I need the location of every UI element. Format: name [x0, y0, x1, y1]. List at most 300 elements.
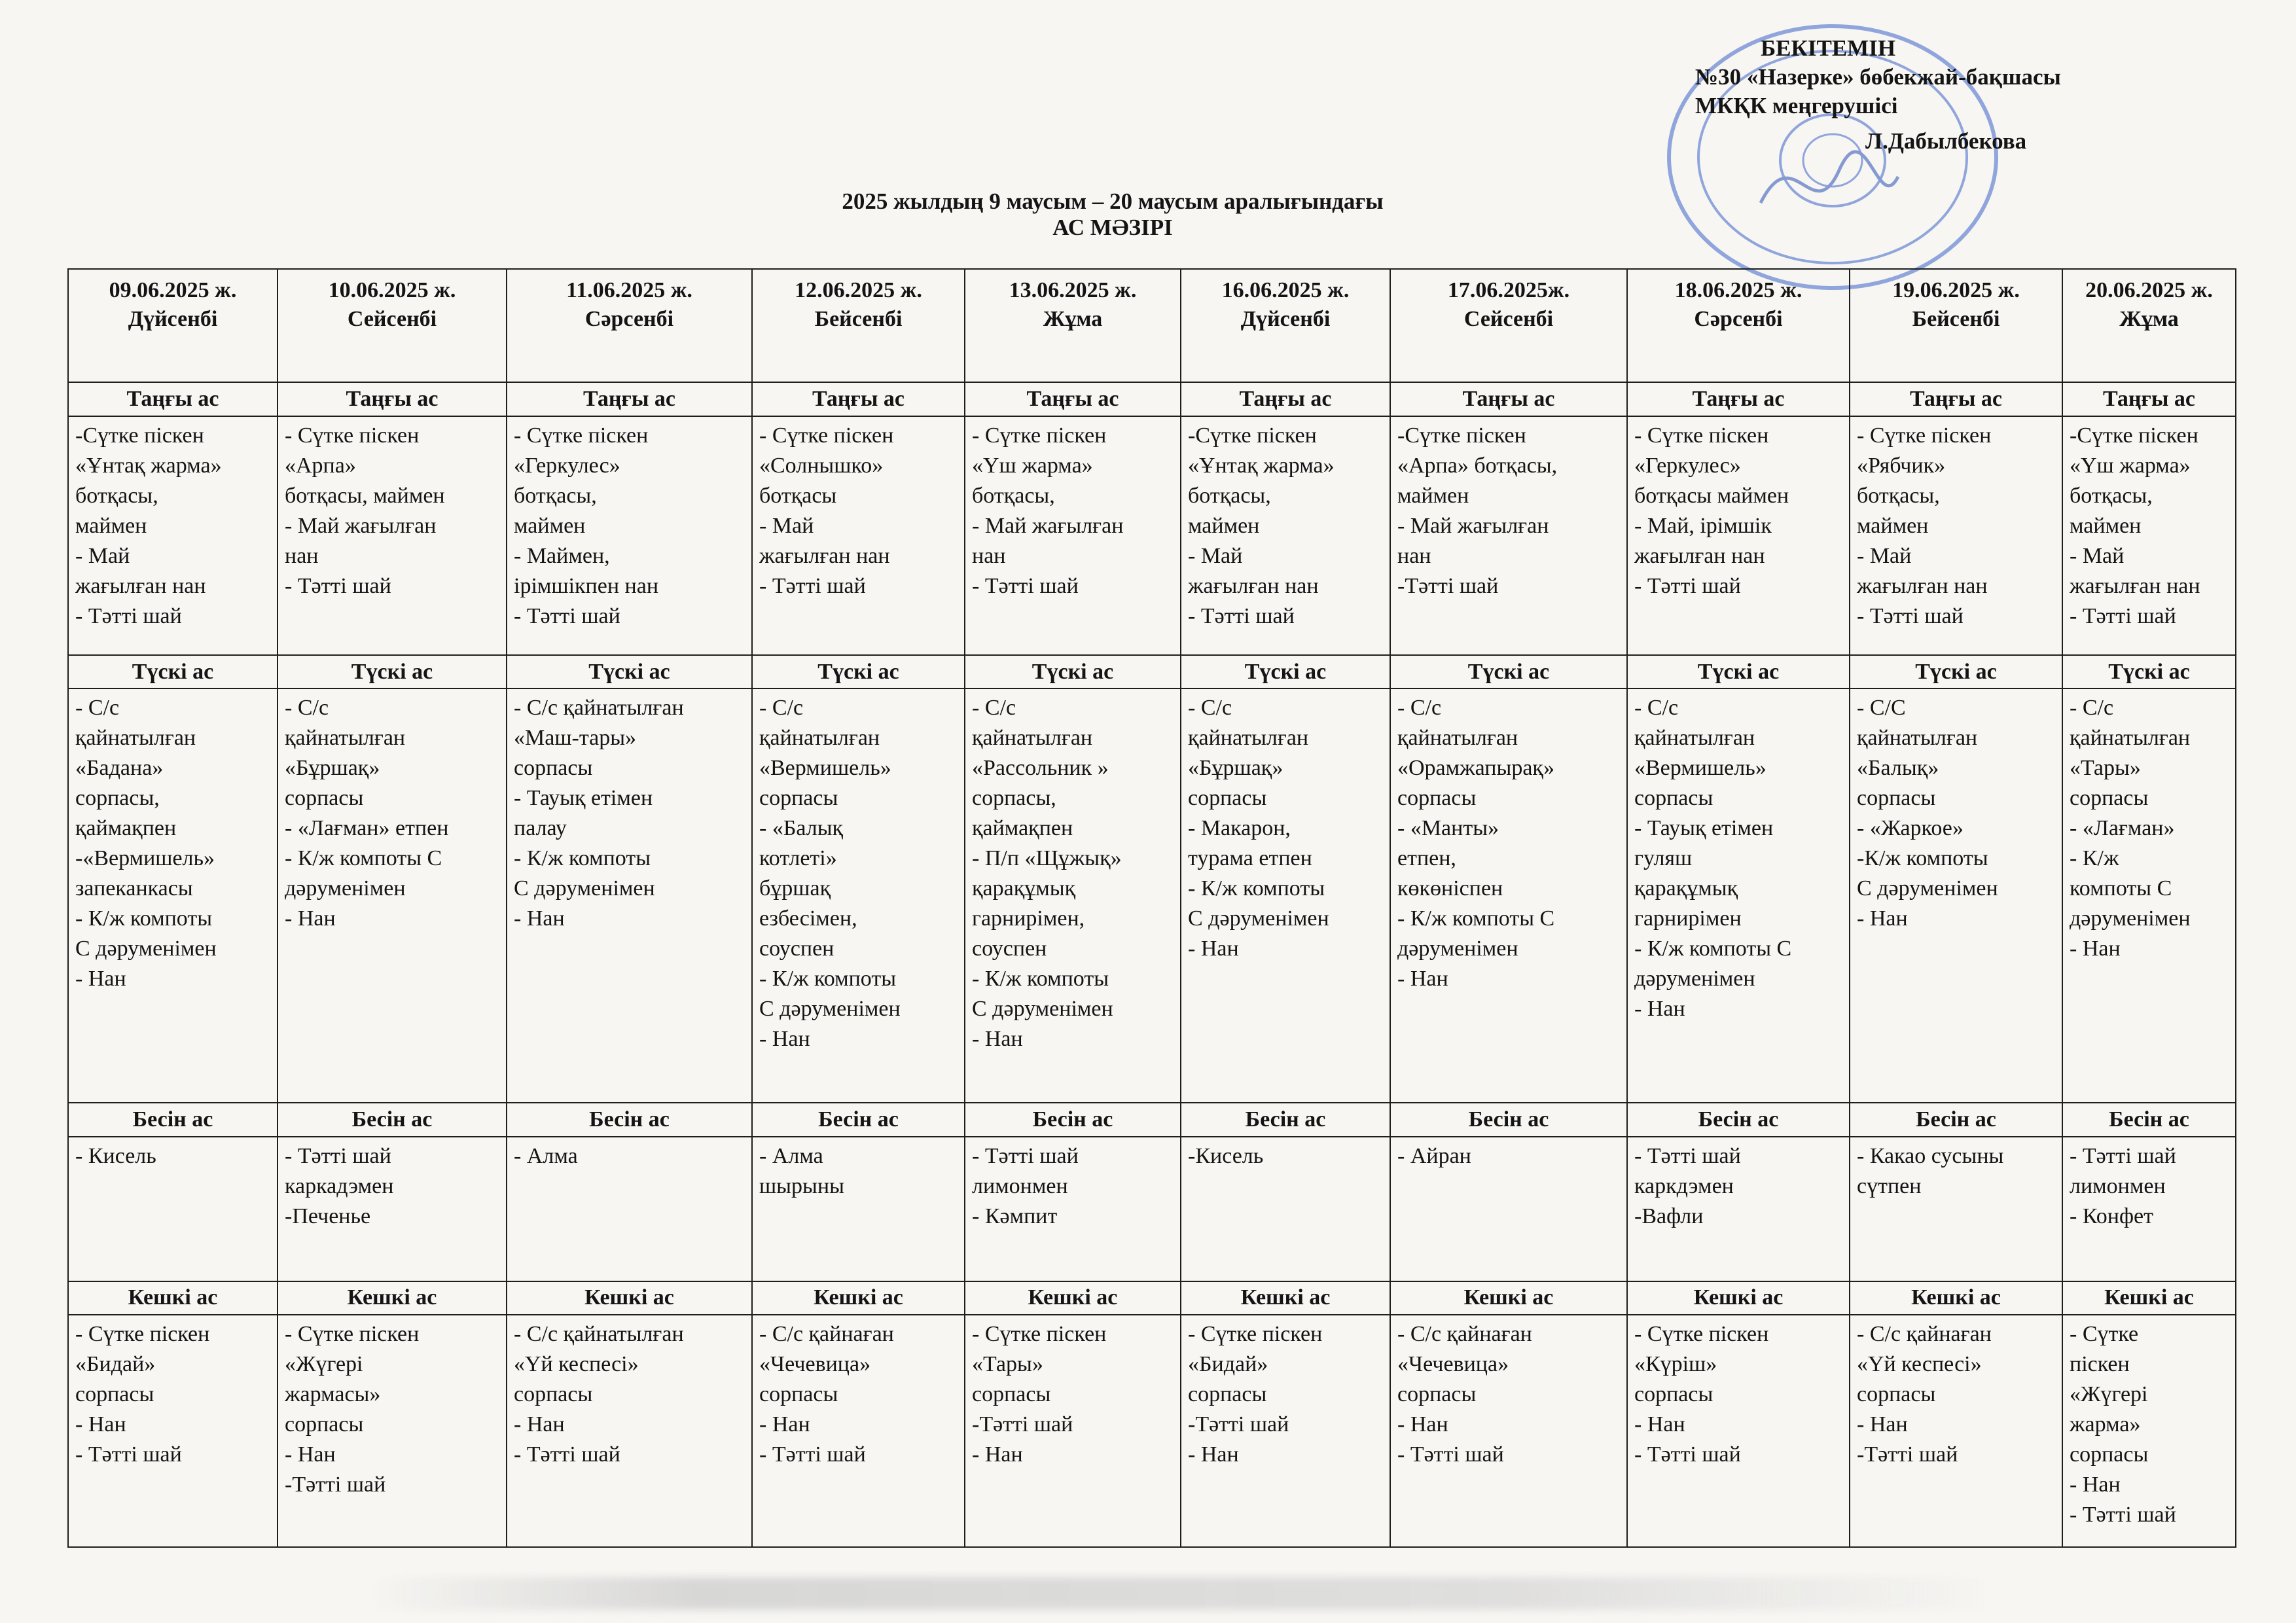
menu-item-line: - С/с қайнаған: [759, 1322, 894, 1347]
menu-item-line: - Май, ірімшік: [1634, 513, 1772, 538]
breakfast-label: Таңғы ас: [278, 382, 507, 416]
menu-item-line: - Тәтті шай: [1188, 603, 1295, 628]
menu-item-line: шырыны: [759, 1174, 844, 1198]
menu-item-line: маймен: [1188, 513, 1260, 538]
menu-item-line: жармасы»: [285, 1382, 381, 1407]
menu-item-line: сорпасы: [972, 1382, 1051, 1407]
menu-item-line: - К/ж: [2070, 846, 2119, 871]
menu-item-line: қайнатылған: [2070, 726, 2191, 751]
snack-label: Бесін ас: [1390, 1103, 1627, 1137]
menu-item-line: - Тәтті шай: [1634, 573, 1741, 598]
menu-item-line: - С/с: [759, 696, 804, 721]
menu-item-line: - С/с: [75, 696, 120, 721]
menu-item-line: жағылған нан: [1188, 573, 1319, 598]
lunch-cell: [1627, 688, 1850, 1103]
menu-item-line: - «Манты»: [1397, 816, 1499, 841]
dinner-label-row: [68, 1281, 2236, 1315]
menu-item-line: - К/ж компоты С: [285, 846, 442, 871]
menu-item-line: жағылған нан: [759, 543, 890, 568]
menu-item-line: - С/с: [2070, 696, 2114, 721]
menu-item-line: - Тәтті шай: [1857, 603, 1964, 628]
day-date: 19.06.2025 ж.: [1892, 278, 2020, 302]
menu-item-line: - Сүтке піскен: [1857, 423, 1992, 448]
snack-label-row: [68, 1103, 2236, 1137]
menu-item-line: - С/С: [1857, 696, 1906, 721]
menu-item-line: «Бадана»: [75, 756, 164, 781]
breakfast-label: Таңғы ас: [2062, 382, 2236, 416]
menu-item-line: нан: [972, 543, 1006, 568]
lunch-label: Түскі ас: [1390, 655, 1627, 689]
menu-item-line: - Нан: [285, 1442, 336, 1467]
approval-block: [1695, 34, 2206, 156]
day-weekday: Бейсенбі: [1912, 307, 2000, 331]
menu-item-line: -Сүтке піскен: [75, 423, 204, 448]
menu-item-line: нан: [285, 543, 319, 568]
snack-label: Бесін ас: [1627, 1103, 1850, 1137]
menu-item-line: соуспен: [759, 936, 834, 961]
day-date: 16.06.2025 ж.: [1221, 278, 1350, 302]
menu-item-line: қаймақпен: [972, 816, 1073, 841]
menu-item-line: «Вермишель»: [759, 756, 891, 781]
menu-item-line: - «Лағман»: [2070, 816, 2175, 841]
menu-item-line: «Ұнтақ жарма»: [75, 453, 222, 478]
menu-item-line: «Бидай»: [1188, 1352, 1268, 1377]
approval-position: МКҚК меңгерушісі: [1695, 93, 1898, 118]
menu-item-line: С дәруменімен: [1857, 876, 1998, 901]
lunch-label: Түскі ас: [507, 655, 752, 689]
menu-item-line: - П/п «Щұжық»: [972, 846, 1122, 871]
scan-smudge: [367, 1577, 2003, 1610]
menu-item-line: қайнатылған: [1857, 726, 1978, 751]
menu-item-line: - С/с: [285, 696, 329, 721]
breakfast-cell: [752, 416, 965, 655]
breakfast-label: Таңғы ас: [68, 382, 278, 416]
menu-item-line: - Тәтті шай: [2070, 1144, 2176, 1168]
menu-item-line: ботқасы,: [1188, 483, 1271, 508]
snack-cell: [278, 1137, 507, 1281]
menu-item-line: - Сүтке піскен: [285, 1322, 420, 1347]
menu-item-line: қайнатылған: [285, 726, 406, 751]
menu-item-line: - Нан: [75, 967, 126, 991]
dinner-label: Кешкі ас: [507, 1281, 752, 1315]
menu-item-line: - Тәтті шай: [285, 1144, 391, 1168]
snack-label: Бесін ас: [2062, 1103, 2236, 1137]
menu-item-line: сорпасы: [2070, 1442, 2149, 1467]
menu-item-line: - Май жағылған: [1397, 513, 1549, 538]
dinner-label: Кешкі ас: [1390, 1281, 1627, 1315]
menu-item-line: етпен,: [1397, 846, 1456, 871]
lunch-cell: [68, 688, 278, 1103]
menu-item-line: ботқасы,: [514, 483, 597, 508]
dinner-label: Кешкі ас: [2062, 1281, 2236, 1315]
menu-item-line: запеканкасы: [75, 876, 193, 901]
lunch-label: Түскі ас: [1850, 655, 2062, 689]
menu-item-line: сорпасы: [285, 1412, 364, 1437]
menu-item-line: -Вафли: [1634, 1204, 1704, 1228]
menu-item-line: - Сүтке піскен: [1188, 1322, 1323, 1347]
menu-item-line: сорпасы,: [972, 786, 1056, 811]
menu-item-line: - Тауық етімен: [1634, 816, 1774, 841]
menu-item-line: - Нан: [1857, 906, 1908, 931]
menu-item-line: - «Жаркое»: [1857, 816, 1964, 841]
menu-item-line: қайнатылған: [1188, 726, 1309, 751]
menu-item-line: ботқасы: [759, 483, 837, 508]
menu-item-line: - К/ж компоты: [75, 906, 213, 931]
lunch-cell: [1850, 688, 2062, 1103]
menu-item-line: - Май жағылған: [972, 513, 1124, 538]
menu-item-line: - Нан: [1857, 1412, 1908, 1437]
approval-organization: №30 «Назерке» бөбекжай-бақшасы: [1695, 64, 2061, 90]
breakfast-label: Таңғы ас: [1850, 382, 2062, 416]
lunch-label: Түскі ас: [278, 655, 507, 689]
day-weekday: Сәрсенбі: [1694, 307, 1783, 331]
lunch-items-row: [68, 688, 2236, 1103]
menu-item-line: маймен: [514, 513, 586, 538]
menu-item-line: -Тәтті шай: [1397, 573, 1499, 598]
menu-item-line: - «Лағман» етпен: [285, 816, 449, 841]
menu-item-line: - Нан: [972, 1027, 1023, 1052]
menu-item-line: жағылған нан: [75, 573, 206, 598]
breakfast-cell: [68, 416, 278, 655]
title-period: 2025 жылдың 9 маусым – 20 маусым аралығындағы: [842, 188, 1384, 214]
menu-item-line: «Бидай»: [75, 1352, 156, 1377]
snack-label: Бесін ас: [965, 1103, 1181, 1137]
menu-item-line: турама етпен: [1188, 846, 1312, 871]
menu-item-line: піскен: [2070, 1352, 2130, 1377]
breakfast-cell: [1850, 416, 2062, 655]
menu-item-line: - С/с қайнаған: [1857, 1322, 1992, 1347]
snack-label: Бесін ас: [68, 1103, 278, 1137]
lunch-cell: [507, 688, 752, 1103]
menu-item-line: - Сүтке піскен: [759, 423, 894, 448]
menu-item-line: - Май: [1857, 543, 1912, 568]
menu-item-line: маймен: [1397, 483, 1469, 508]
menu-item-line: ботқасы,: [75, 483, 158, 508]
menu-item-line: сорпасы: [1857, 786, 1936, 811]
title-menu: АС МӘЗІРІ: [1052, 215, 1173, 240]
menu-item-line: ботқасы,: [972, 483, 1055, 508]
dinner-label: Кешкі ас: [278, 1281, 507, 1315]
day-header: [2062, 269, 2236, 382]
menu-item-line: жарма»: [2070, 1412, 2141, 1437]
menu-item-line: «Геркулес»: [514, 453, 620, 478]
menu-item-line: қарақұмық: [972, 876, 1076, 901]
menu-item-line: - Нан: [1188, 936, 1239, 961]
menu-item-line: С дәруменімен: [972, 997, 1113, 1022]
menu-item-line: ботқасы маймен: [1634, 483, 1789, 508]
dinner-cell: [1181, 1315, 1390, 1547]
lunch-label: Түскі ас: [1181, 655, 1390, 689]
dinner-cell: [965, 1315, 1181, 1547]
lunch-cell: [1181, 688, 1390, 1103]
menu-item-line: - Нан: [759, 1027, 810, 1052]
menu-item-line: сорпасы: [1397, 1382, 1477, 1407]
dinner-label: Кешкі ас: [752, 1281, 965, 1315]
menu-item-line: - Тәтті шай: [514, 1442, 620, 1467]
menu-item-line: С дәруменімен: [514, 876, 655, 901]
day-date: 09.06.2025 ж.: [109, 278, 237, 302]
menu-item-line: ботқасы,: [1857, 483, 1940, 508]
menu-item-line: - Маймен,: [514, 543, 610, 568]
lunch-cell: [278, 688, 507, 1103]
menu-item-line: - Тәтті шай: [514, 603, 620, 628]
approval-signatory: Л.Дабылбекова: [1865, 128, 2027, 154]
menu-item-line: компоты С: [2070, 876, 2172, 901]
menu-item-line: - К/ж компоты: [759, 967, 897, 991]
menu-item-line: - Май: [759, 513, 814, 538]
menu-item-line: - Нан: [2070, 1472, 2121, 1497]
menu-item-line: - Тәтті шай: [1634, 1442, 1741, 1467]
menu-item-line: -Сүтке піскен: [1188, 423, 1317, 448]
breakfast-label-row: [68, 382, 2236, 416]
day-weekday: Жұма: [1043, 307, 1103, 331]
menu-item-line: маймен: [75, 513, 147, 538]
menu-item-line: лимонмен: [2070, 1174, 2166, 1198]
menu-item-line: «Үй кеспесі»: [514, 1352, 639, 1377]
document-title: [655, 188, 1571, 241]
menu-item-line: сорпасы: [759, 786, 838, 811]
dinner-cell: [752, 1315, 965, 1547]
dinner-label: Кешкі ас: [1181, 1281, 1390, 1315]
menu-item-line: «Рассольник »: [972, 756, 1109, 781]
menu-item-line: - Конфет: [2070, 1204, 2153, 1228]
menu-item-line: сорпасы,: [75, 786, 160, 811]
menu-item-line: езбесімен,: [759, 906, 857, 931]
menu-item-line: ботқасы,: [2070, 483, 2153, 508]
snack-cell: [752, 1137, 965, 1281]
day-weekday: Дүйсенбі: [1240, 307, 1331, 331]
menu-item-line: жағылған нан: [1634, 543, 1765, 568]
menu-item-line: - С/с: [1634, 696, 1679, 721]
menu-item-line: «Арпа»: [285, 453, 356, 478]
menu-item-line: сорпасы: [514, 1382, 593, 1407]
menu-item-line: лимонмен: [972, 1174, 1068, 1198]
breakfast-cell: [1390, 416, 1627, 655]
menu-item-line: каркдэмен: [1634, 1174, 1734, 1198]
menu-item-line: «Бұршақ»: [1188, 756, 1283, 781]
menu-item-line: - Тәтті шай: [1634, 1144, 1741, 1168]
menu-item-line: сорпасы: [514, 756, 593, 781]
day-header: [507, 269, 752, 382]
menu-item-line: - Алма: [759, 1144, 823, 1168]
menu-item-line: -Тәтті шай: [1188, 1412, 1289, 1437]
breakfast-items-row: [68, 416, 2236, 655]
menu-item-line: сорпасы: [1634, 1382, 1713, 1407]
menu-item-line: қайнатылған: [75, 726, 196, 751]
lunch-label-row: [68, 655, 2236, 689]
menu-item-line: - Тәтті шай: [2070, 1503, 2176, 1527]
menu-item-line: «Жүгері: [2070, 1382, 2148, 1407]
lunch-cell: [752, 688, 965, 1103]
menu-item-line: - Сүтке піскен: [285, 423, 420, 448]
menu-item-line: - Нан: [1397, 1412, 1448, 1437]
lunch-label: Түскі ас: [68, 655, 278, 689]
menu-item-line: «Тары»: [2070, 756, 2141, 781]
menu-item-line: сорпасы: [75, 1382, 154, 1407]
menu-item-line: -«Вермишель»: [75, 846, 215, 871]
approval-heading: БЕКІТЕМІН: [1761, 35, 1896, 61]
menu-item-line: «Күріш»: [1634, 1352, 1717, 1377]
menu-item-line: - Май: [1188, 543, 1243, 568]
snack-cell: [1181, 1137, 1390, 1281]
menu-item-line: соуспен: [972, 936, 1047, 961]
menu-item-line: - Айран: [1397, 1144, 1471, 1168]
menu-item-line: С дәруменімен: [759, 997, 901, 1022]
breakfast-cell: [1181, 416, 1390, 655]
menu-item-line: - Май: [2070, 543, 2125, 568]
lunch-label: Түскі ас: [1627, 655, 1850, 689]
menu-item-line: «Арпа» ботқасы,: [1397, 453, 1558, 478]
menu-item-line: - «Балық: [759, 816, 844, 841]
menu-item-line: дәруменімен: [1634, 967, 1755, 991]
menu-item-line: «Вермишель»: [1634, 756, 1767, 781]
menu-item-line: ботқасы, маймен: [285, 483, 445, 508]
menu-item-line: - Кәмпит: [972, 1204, 1058, 1228]
menu-item-line: - Нан: [75, 1412, 126, 1437]
menu-item-line: -Тәтті шай: [972, 1412, 1073, 1437]
dinner-label: Кешкі ас: [68, 1281, 278, 1315]
menu-item-line: каркадэмен: [285, 1174, 394, 1198]
day-date: 11.06.2025 ж.: [566, 278, 692, 302]
menu-item-line: жағылған нан: [1857, 573, 1988, 598]
dinner-cell: [2062, 1315, 2236, 1547]
menu-item-line: - Май: [75, 543, 130, 568]
menu-item-line: - К/ж компоты С: [1634, 936, 1792, 961]
menu-item-line: «Балық»: [1857, 756, 1939, 781]
snack-cell: [1390, 1137, 1627, 1281]
menu-item-line: «Үш жарма»: [2070, 453, 2191, 478]
menu-item-line: қайнатылған: [1634, 726, 1755, 751]
day-weekday: Сейсенбі: [347, 307, 437, 331]
menu-item-line: - Тәтті шай: [75, 603, 182, 628]
breakfast-cell: [1627, 416, 1850, 655]
menu-item-line: сорпасы: [759, 1382, 838, 1407]
menu-item-line: - С/с: [972, 696, 1016, 721]
menu-item-line: қайнатылған: [1397, 726, 1518, 751]
lunch-cell: [1390, 688, 1627, 1103]
menu-item-line: «Тары»: [972, 1352, 1043, 1377]
day-date: 17.06.2025ж.: [1447, 278, 1570, 302]
menu-item-line: - Сүтке піскен: [514, 423, 649, 448]
breakfast-cell: [965, 416, 1181, 655]
menu-item-line: «Солнышко»: [759, 453, 884, 478]
day-header: [1627, 269, 1850, 382]
day-date: 10.06.2025 ж.: [328, 278, 456, 302]
menu-item-line: «Үш жарма»: [972, 453, 1093, 478]
breakfast-label: Таңғы ас: [1390, 382, 1627, 416]
dinner-items-row: [68, 1315, 2236, 1547]
breakfast-label: Таңғы ас: [1627, 382, 1850, 416]
menu-item-line: - Тәтті шай: [759, 1442, 866, 1467]
menu-item-line: «Жүгері: [285, 1352, 363, 1377]
menu-item-line: көкөніспен: [1397, 876, 1503, 901]
menu-item-line: «Ұнтақ жарма»: [1188, 453, 1335, 478]
snack-cell: [1627, 1137, 1850, 1281]
breakfast-label: Таңғы ас: [965, 382, 1181, 416]
snack-cell: [2062, 1137, 2236, 1281]
dinner-cell: [1390, 1315, 1627, 1547]
menu-item-line: - Макарон,: [1188, 816, 1291, 841]
menu-item-line: «Орамжапырақ»: [1397, 756, 1554, 781]
menu-item-line: «Маш-тары»: [514, 726, 637, 751]
day-header: [965, 269, 1181, 382]
menu-item-line: сорпасы: [1397, 786, 1477, 811]
snack-label: Бесін ас: [1181, 1103, 1390, 1137]
menu-item-line: - Алма: [514, 1144, 578, 1168]
dinner-label: Кешкі ас: [1627, 1281, 1850, 1315]
day-date: 18.06.2025 ж.: [1674, 278, 1803, 302]
lunch-label: Түскі ас: [965, 655, 1181, 689]
menu-item-line: - С/с қайнаған: [1397, 1322, 1532, 1347]
menu-item-line: маймен: [2070, 513, 2142, 538]
menu-item-line: дәруменімен: [2070, 906, 2191, 931]
dinner-cell: [1850, 1315, 2062, 1547]
snack-cell: [68, 1137, 278, 1281]
menu-item-line: маймен: [1857, 513, 1929, 538]
day-date: 13.06.2025 ж.: [1009, 278, 1137, 302]
menu-item-line: сорпасы: [1634, 786, 1713, 811]
snack-items-row: [68, 1137, 2236, 1281]
snack-label: Бесін ас: [507, 1103, 752, 1137]
date-header-row: [68, 269, 2236, 382]
menu-item-line: гуляш: [1634, 846, 1693, 871]
menu-item-line: - Нан: [2070, 936, 2121, 961]
menu-item-line: қарақұмық: [1634, 876, 1738, 901]
menu-item-line: дәруменімен: [1397, 936, 1518, 961]
day-header: [752, 269, 965, 382]
menu-item-line: - Нан: [1634, 997, 1685, 1022]
menu-item-line: «Чечевица»: [1397, 1352, 1509, 1377]
day-weekday: Дүйсенбі: [128, 307, 218, 331]
menu-item-line: - Сүтке піскен: [1634, 1322, 1769, 1347]
menu-item-line: палау: [514, 816, 567, 841]
menu-item-line: - Тауық етімен: [514, 786, 653, 811]
menu-item-line: - Нан: [285, 906, 336, 931]
menu-item-line: котлеті»: [759, 846, 837, 871]
menu-item-line: қайнатылған: [972, 726, 1093, 751]
day-weekday: Жұма: [2119, 307, 2179, 331]
day-weekday: Бейсенбі: [814, 307, 903, 331]
menu-item-line: - Нан: [1188, 1442, 1239, 1467]
menu-item-line: - С/с қайнатылған: [514, 696, 684, 721]
menu-item-line: - Тәтті шай: [2070, 603, 2176, 628]
day-header: [1850, 269, 2062, 382]
menu-item-line: - С/с: [1397, 696, 1442, 721]
menu-item-line: - К/ж компоты: [1188, 876, 1325, 901]
breakfast-label: Таңғы ас: [752, 382, 965, 416]
menu-item-line: - Нан: [759, 1412, 810, 1437]
menu-item-line: - Сүтке: [2070, 1322, 2139, 1347]
snack-cell: [507, 1137, 752, 1281]
menu-item-line: -Печенье: [285, 1204, 371, 1228]
menu-item-line: - Какао сусыны: [1857, 1144, 2004, 1168]
menu-item-line: «Чечевица»: [759, 1352, 871, 1377]
menu-item-line: - Тәтті шай: [1397, 1442, 1504, 1467]
day-date: 12.06.2025 ж.: [795, 278, 922, 302]
menu-table: [67, 268, 2236, 1548]
menu-item-line: -Сүтке піскен: [1397, 423, 1526, 448]
menu-item-line: -Сүтке піскен: [2070, 423, 2198, 448]
breakfast-cell: [507, 416, 752, 655]
menu-item-line: гарнирімен,: [972, 906, 1085, 931]
menu-item-line: нан: [1397, 543, 1431, 568]
menu-item-line: «Рябчик»: [1857, 453, 1946, 478]
menu-item-line: сорпасы: [1188, 786, 1267, 811]
menu-item-line: - Тәтті шай: [285, 573, 391, 598]
day-header: [1390, 269, 1627, 382]
breakfast-label: Таңғы ас: [1181, 382, 1390, 416]
lunch-label: Түскі ас: [2062, 655, 2236, 689]
